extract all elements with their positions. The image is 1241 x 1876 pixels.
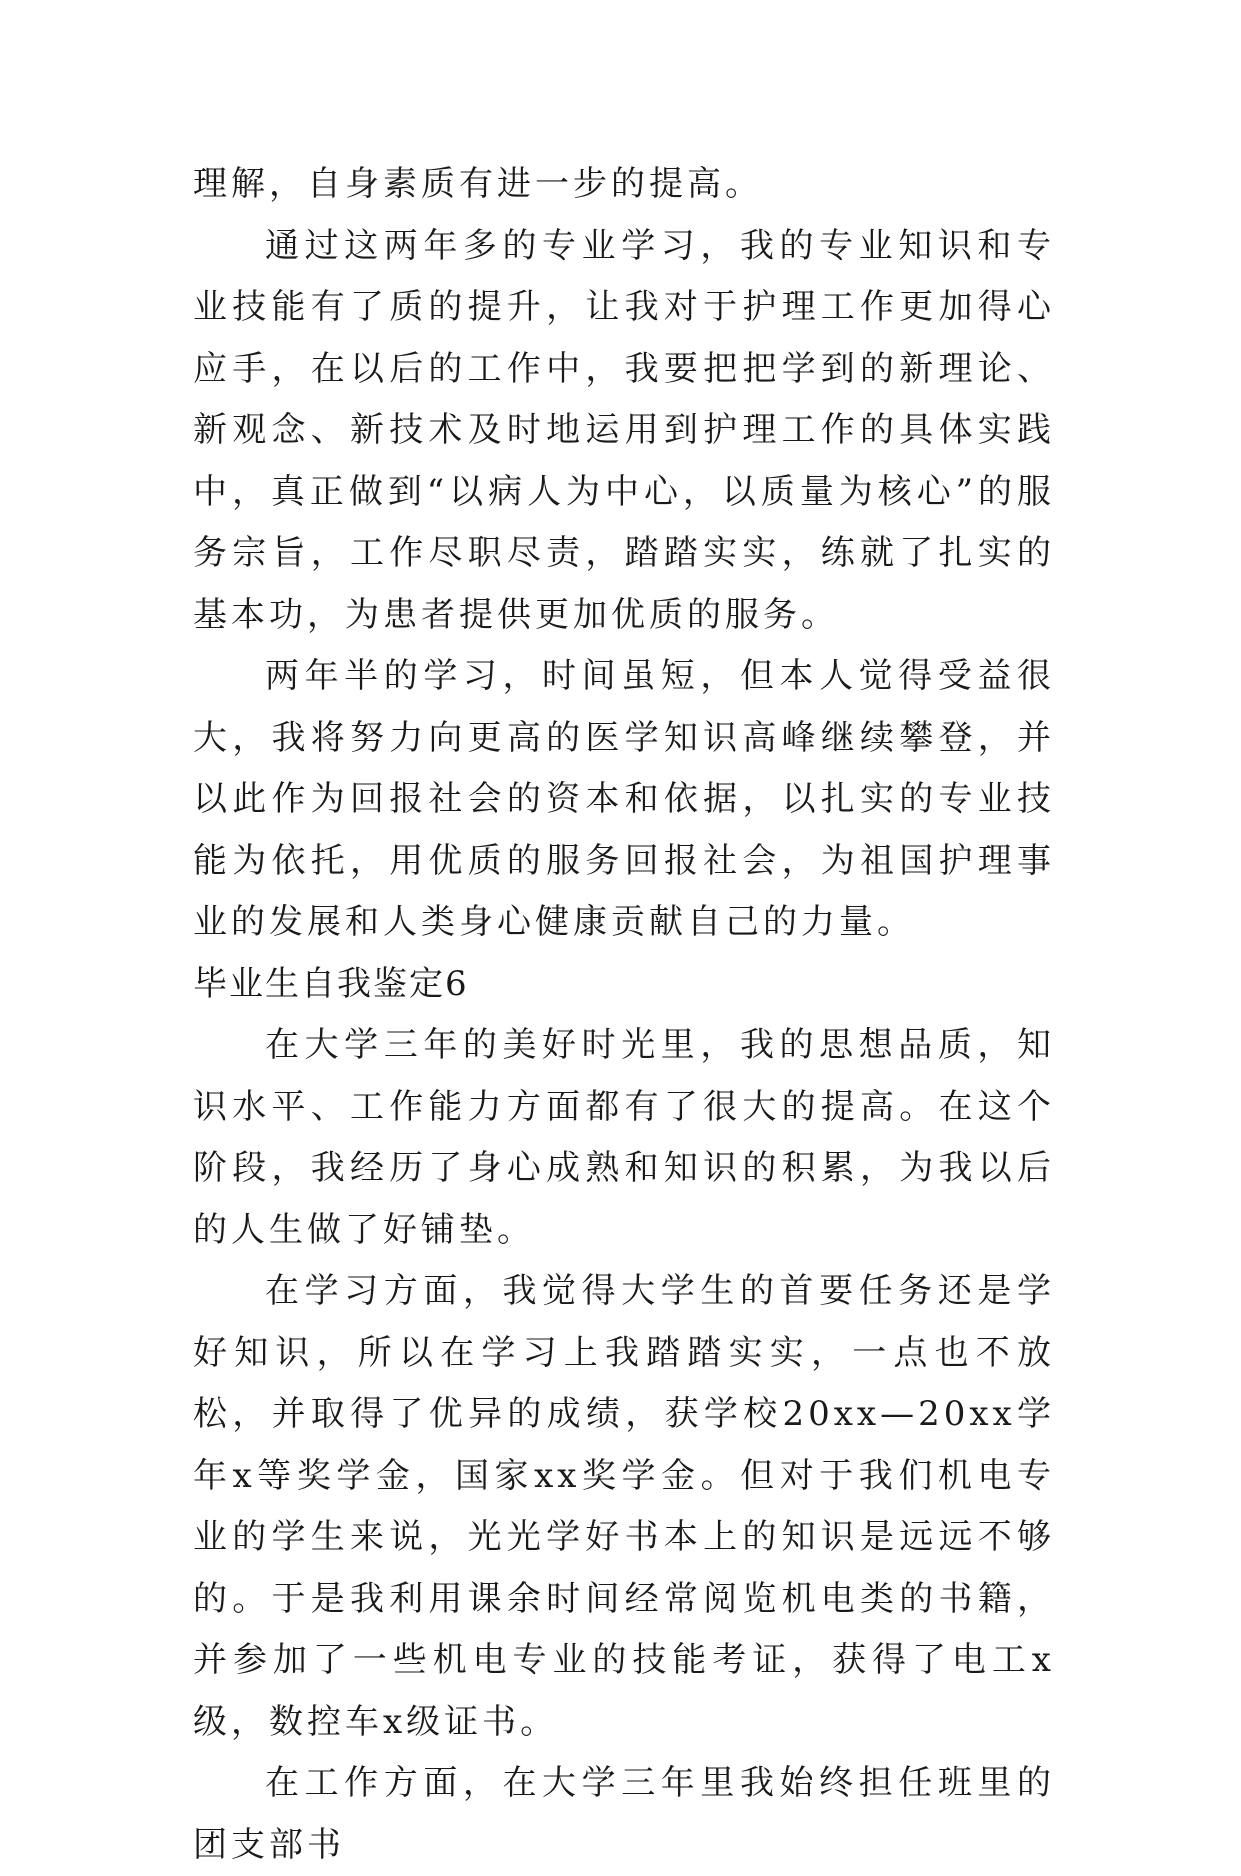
paragraph-professional-study: 通过这两年多的专业学习，我的专业知识和专业技能有了质的提升，让我对于护理工作更加得心应手，在以后的工作中，我要把把学到的新理论、新观念、新技术及时地运用到护理工作的具体实践中，真正做到“以病人为中心，以质量为核心”的服务宗旨，工作尽职尽责，踏踏实实，练就了扎实的基本功，为患者提供更加优质的服务。 xyxy=(193,225,1055,635)
paragraph-overview: 在大学三年的美好时光里，我的思想品质，知识水平、工作能力方面都有了很大的提高。在这个阶段，我经历了身心成熟和知识的积累，为我以后的人生做了好铺垫。 xyxy=(193,1025,1055,1250)
section-title: 毕业生自我鉴定6 xyxy=(193,963,469,1004)
paragraph-work: 在工作方面，在大学三年里我始终担任班里的团支部书 xyxy=(193,1763,1055,1865)
paragraph-continuation: 理解，自身素质有进一步的提高。 xyxy=(193,164,763,204)
paragraph-study: 在学习方面，我觉得大学生的首要任务还是学好知识，所以在学习上我踏踏实实，一点也不放松，并取得了优异的成绩，获学校20xx—20xx学年x等奖学金，国家xx奖学金。但对于我们机电专业的学生来说，光光学好书本上的知识是远远不够的。于是我利用课余时间经常阅览机电类的书籍，并参加了一些机电专业的技能考证，获得了电工x级，数控车x级证书。 xyxy=(193,1271,1055,1742)
paragraph-conclusion: 两年半的学习，时间虽短，但本人觉得受益很大，我将努力向更高的医学知识高峰继续攀登，并以此作为回报社会的资本和依据，以扎实的专业技能为依托，用优质的服务回报社会，为祖国护理事业的发展和人类身心健康贡献自己的力量。 xyxy=(193,656,1055,942)
document-body xyxy=(193,154,1055,1876)
